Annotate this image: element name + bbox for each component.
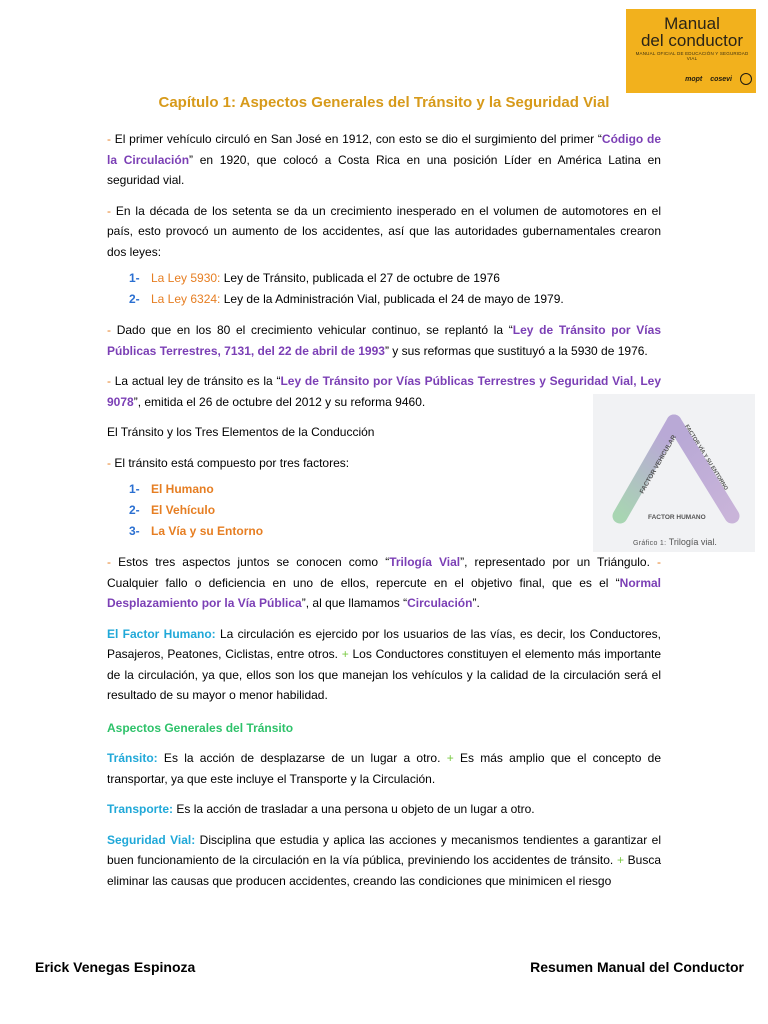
text: Los Conductores constituyen el elemento más importante de la circulación, ya que, ellos son los que manejan los vehículos y la calidad de la circulación será el resultado de su mayor o menor habilidad. <box>107 647 662 702</box>
text: ” y sus reformas que sustituyó a la 5930 de 1976. <box>384 343 648 358</box>
text: Cualquier fallo o deficiencia en uno de ellos, repercute en el objetivo final, que es el “ <box>107 575 620 590</box>
bullet-dash: - <box>107 203 111 218</box>
highlight-term: Normal Desplazamiento por la Vía Pública <box>107 575 661 610</box>
law-label: La Ley 6324: <box>151 292 221 306</box>
list-item <box>129 500 661 521</box>
text: El primer vehículo circuló en San José en 1912, con esto se dio el surgimiento del primer “ <box>111 132 602 146</box>
text: Disciplina que estudia y aplica las acciones y mecanismos tendientes a garantizar el buen funcionamiento de la circulación en la vía pública, previniendo los accidentes de tránsito. <box>107 832 661 867</box>
definition-label: Transporte: <box>107 802 174 816</box>
factor-label: El Humano <box>151 482 214 496</box>
text: Dado que en los 80 el crecimiento vehicular continuo, se replantó la “ <box>111 323 513 337</box>
laws-list <box>129 268 661 310</box>
text: La actual ley de tránsito es la “ <box>111 374 281 388</box>
vehicle-factor-label: FACTOR VEHICULAR <box>638 434 678 495</box>
paragraph-current-law <box>107 371 661 412</box>
highlight-term: Código de la Circulación <box>107 132 661 167</box>
paragraph-factors-intro <box>107 453 661 474</box>
logo-subtitle: MANUAL OFICIAL DE EDUCACIÓN Y SEGURIDAD VIAL <box>635 51 749 61</box>
plus-marker: + <box>341 647 349 661</box>
plus-marker: + <box>446 751 454 765</box>
trilogy-triangle <box>593 394 755 534</box>
text: Es la acción de desplazarse de un lugar a otro. <box>157 751 447 765</box>
text: ”, representado por un Triángulo. <box>460 555 658 569</box>
logo-line2: del conductor <box>640 31 744 50</box>
text: La circulación es ejercido por los usuarios de las vías, es decir, los Conductores, Pasajeros, Peatones, Ciclistas, entre otros. <box>107 626 661 661</box>
text: ” en 1920, que colocó a Costa Rica en una posición Líder en América Latina en seguridad vial. <box>107 152 661 187</box>
paragraph-trilogy <box>107 552 661 614</box>
bullet-dash: - <box>107 374 111 388</box>
text: Es más amplio que el concepto de transportar, ya que este incluye el Transporte y la Circulación. <box>107 751 661 786</box>
road-factor-label: FACTOR VÍA Y SU ENTORNO <box>683 423 729 492</box>
highlight-term: Circulación <box>407 596 473 610</box>
logo-marks <box>626 73 752 85</box>
factor-label: La Vía y su Entorno <box>151 524 264 538</box>
list-item <box>129 521 661 542</box>
text: En la década de los setenta se da un crecimiento inesperado en el volumen de automotores en el país, esto provocó un aumento de los accidentes, así que las autoridades gubernamentales crearon dos leyes: <box>107 203 661 259</box>
vehicle-side <box>620 422 674 516</box>
paragraph-human-factor <box>107 624 661 706</box>
list-number: 2- <box>129 292 140 306</box>
text: Estos tres aspectos juntos se conocen como “ <box>111 555 390 569</box>
highlight-term: Trilogía Vial <box>389 555 461 569</box>
text: ”. <box>472 596 480 610</box>
trilogy-figure <box>593 394 755 552</box>
figure-caption <box>633 537 717 547</box>
paragraph-three-elements: El Tránsito y los Tres Elementos de la Conducción <box>107 425 375 439</box>
list-item <box>129 479 661 500</box>
list-number: 2- <box>129 503 140 517</box>
caption-text: Trilogía vial. <box>666 537 717 547</box>
human-factor-label: FACTOR HUMANO <box>648 514 706 521</box>
highlight-term: Ley de Tránsito por Vías Públicas Terrestres y Seguridad Vial, Ley 9078 <box>107 374 661 409</box>
list-number: 1- <box>129 482 140 496</box>
text: ”, emitida el 26 de octubre del 2012 y su reforma 9460. <box>133 394 426 409</box>
law-text: Ley de Tránsito, publicada el 27 de octubre de 1976 <box>220 271 500 285</box>
factors-list <box>129 479 661 542</box>
definition-label: El Factor Humano: <box>107 626 216 641</box>
road-side <box>674 422 732 516</box>
manual-logo <box>626 9 756 93</box>
bullet-dash: - <box>107 132 111 146</box>
cosevi-mark: cosevi <box>710 75 732 83</box>
factor-label: El Vehículo <box>151 503 216 517</box>
definition-seguridad-vial <box>107 830 661 892</box>
page-title: Capítulo 1: Aspectos Generales del Tránsito y la Seguridad Vial <box>158 94 610 111</box>
text: El tránsito está compuesto por tres factores: <box>111 455 350 470</box>
highlight-term: Ley de Tránsito por Vías Públicas Terrestres, 7131, del 22 de abril de 1993 <box>107 323 661 358</box>
definition-transito <box>107 748 661 789</box>
bullet-dash: - <box>107 455 111 470</box>
text: Es la acción de trasladar a una persona u objeto de un lugar a otro. <box>173 802 535 816</box>
bullet-dash: - <box>657 555 662 569</box>
text: Busca eliminar las causas que producen accidentes, creando las condiciones que minimicen el riesgo <box>107 853 661 888</box>
definition-label: Tránsito: <box>107 751 158 765</box>
section-heading: Aspectos Generales del Tránsito <box>107 720 294 735</box>
paragraph-history <box>107 129 661 191</box>
law-text: Ley de la Administración Vial, publicada el 24 de mayo de 1979. <box>220 292 564 306</box>
list-item <box>129 268 661 289</box>
paragraph-eighties <box>107 320 661 361</box>
list-number: 3- <box>129 524 140 538</box>
bullet-dash: - <box>107 323 111 337</box>
caption-prefix: Gráfico 1: <box>633 540 667 547</box>
list-item <box>129 289 661 310</box>
mopt-mark: mopt <box>685 75 703 83</box>
law-label: La Ley 5930: <box>151 271 221 285</box>
text: ”, al que llamamos “ <box>301 596 408 610</box>
definition-label: Seguridad Vial: <box>107 832 196 847</box>
plus-marker: + <box>616 853 624 867</box>
bullet-dash: - <box>107 555 111 569</box>
footer-title: Resumen Manual del Conductor <box>530 959 744 975</box>
paragraph-seventies <box>107 201 661 263</box>
seal-icon <box>740 73 752 85</box>
list-number: 1- <box>129 271 140 285</box>
definition-transporte <box>107 799 661 820</box>
document-body <box>107 129 661 901</box>
logo-line1: Manual <box>664 14 720 33</box>
footer-author: Erick Venegas Espinoza <box>35 959 196 975</box>
